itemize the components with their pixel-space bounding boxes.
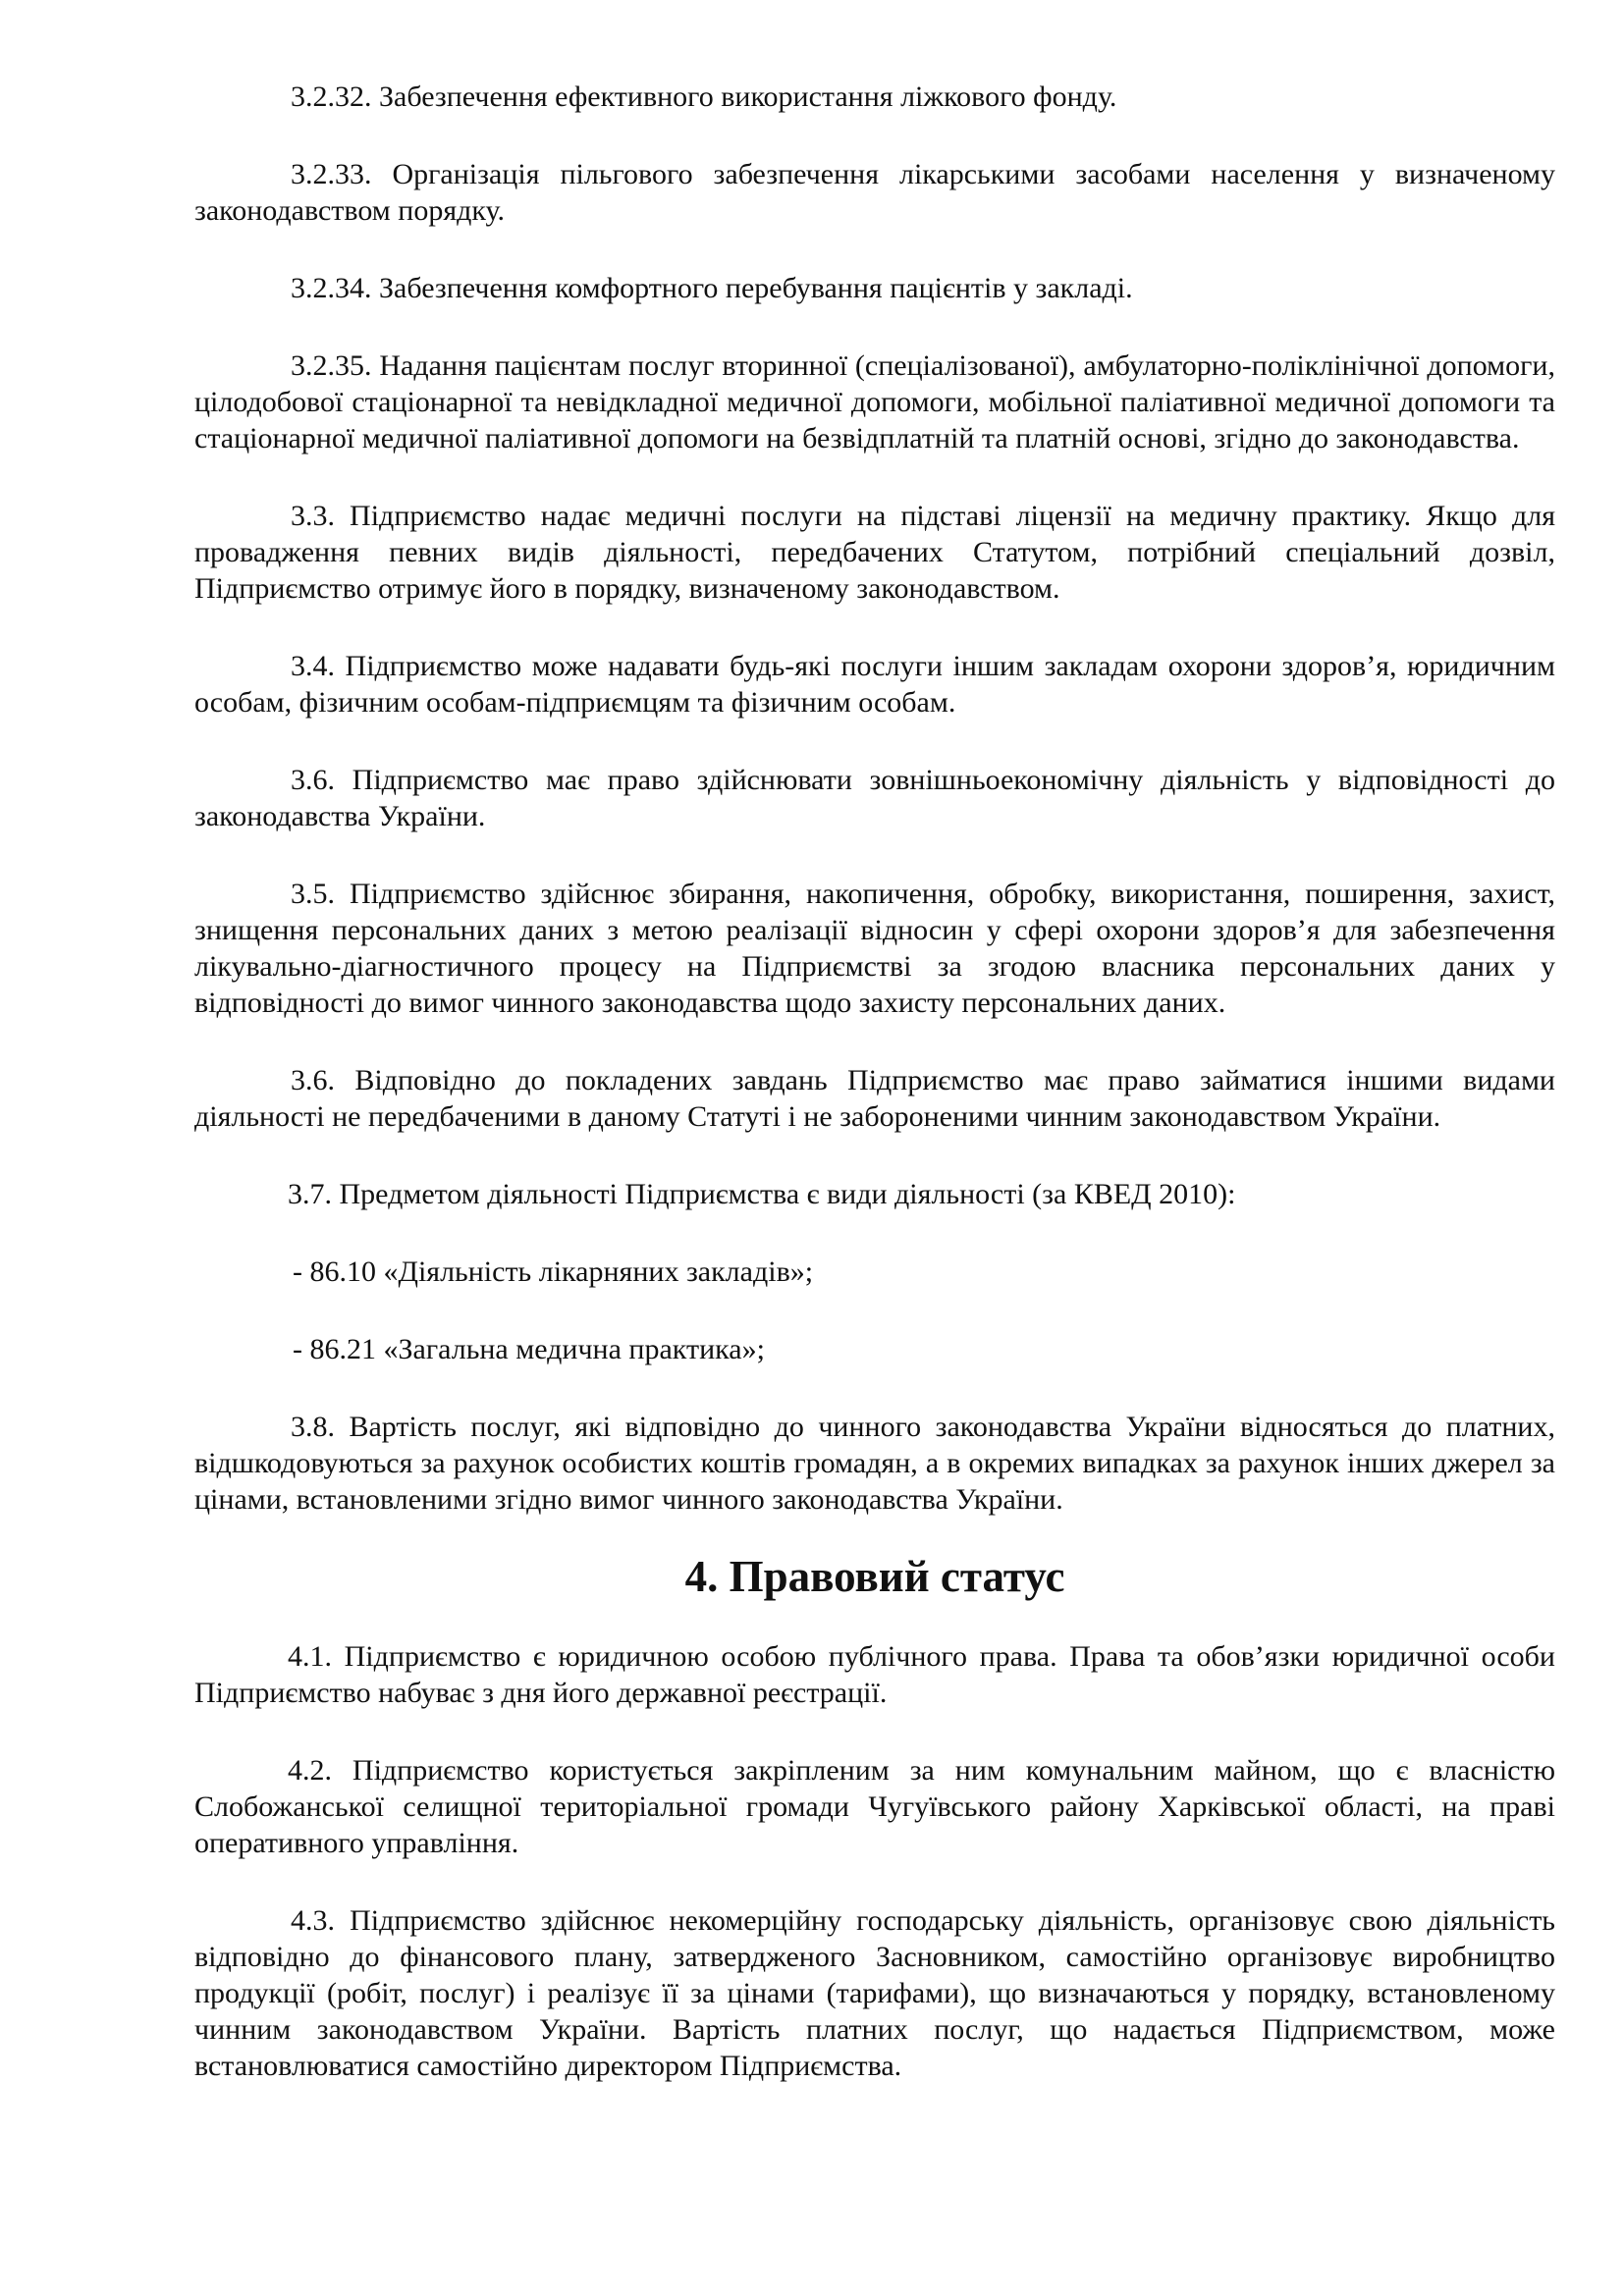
paragraph-3-6-other-activities: 3.6. Відповідно до покладених завдань Підприємство має право займатися іншими видами діяльності не передбаченими в даному Статуті і не забороненими чинним законодавством України. (194, 1064, 1555, 1133)
paragraph-3-5: 3.5. Підприємство здійснює збирання, накопичення, обробку, використання, поширення, захист, знищення персональних даних з метою реалізації відносин у сфері охорони здоров’я для забезпечення лікувально-діагностичного процесу на Підприємстві за згодою власника персональних даних у відповідності до вимог чинного законодавства щодо захисту персональних даних. (194, 878, 1555, 1019)
paragraph-3-2-35: 3.2.35. Надання пацієнтам послуг вторинної (спеціалізованої), амбулаторно-поліклінічної допомоги, цілодобової стаціонарної та невідкладної медичної допомоги, мобільної паліативної медичної допомоги та стаціонарної медичної паліативної допомоги на безвідплатній та платній основі, згідно до законодавства. (194, 349, 1555, 454)
paragraph-4-2: 4.2. Підприємство користується закріпленим за ним комунальним майном, що є власністю Слобожанської селищної територіальної громади Чугуївського району Харківської області, на праві оперативного управління. (194, 1754, 1555, 1859)
paragraph-4-1: 4.1. Підприємство є юридичною особою публічного права. Права та обов’язки юридичної особи Підприємство набуває з дня його державної реєстрації. (194, 1640, 1555, 1709)
paragraph-3-8: 3.8. Вартість послуг, які відповідно до чинного законодавства України відносяться до платних, відшкодовуються за рахунок особистих коштів громадян, а в окремих випадках за рахунок інших джерел за цінами, встановленими згідно вимог чинного законодавства України. (194, 1411, 1555, 1516)
section-4-title: 4. Правовий статус (684, 1552, 1065, 1601)
paragraph-3-4: 3.4. Підприємство може надавати будь-які послуги іншим закладам охорони здоров’я, юридичним особам, фізичним особам-підприємцям та фізичним особам. (194, 650, 1555, 719)
paragraph-3-7: 3.7. Предметом діяльності Підприємства є види діяльності (за КВЕД 2010): (288, 1178, 1236, 1210)
paragraph-3-2-34: 3.2.34. Забезпечення комфортного перебування пацієнтів у закладі. (291, 272, 1133, 304)
kved-item-86-10: - 86.10 «Діяльність лікарняних закладів»; (293, 1255, 814, 1288)
paragraph-3-2-32: 3.2.32. Забезпечення ефективного використання ліжкового фонду. (291, 80, 1117, 113)
paragraph-3-6-foreign-economic: 3.6. Підприємство має право здійснювати зовнішньоекономічну діяльність у відповідності до законодавства України. (194, 764, 1555, 832)
paragraph-4-3: 4.3. Підприємство здійснює некомерційну господарську діяльність, організовує свою діяльність відповідно до фінансового плану, затвердженого Засновником, самостійно організовує виробництво продукції (робіт, послуг) і реалізує її за цінами (тарифами), що визначаються у порядку, встановленому чинним законодавством України. Вартість платних послуг, що надається Підприємством, може встановлюватися самостійно директором Підприємства. (194, 1904, 1555, 2082)
document-page (194, 79, 1555, 2084)
paragraph-3-2-33: 3.2.33. Організація пільгового забезпечення лікарськими засобами населення у визначеному законодавством порядку. (194, 158, 1555, 227)
paragraph-3-3: 3.3. Підприємство надає медичні послуги на підставі ліцензії на медичну практику. Якщо для провадження певних видів діяльності, передбачених Статутом, потрібний спеціальний дозвіл, Підприємство отримує його в порядку, визначеному законодавством. (194, 500, 1555, 605)
kved-item-86-21: - 86.21 «Загальна медична практика»; (293, 1333, 765, 1365)
